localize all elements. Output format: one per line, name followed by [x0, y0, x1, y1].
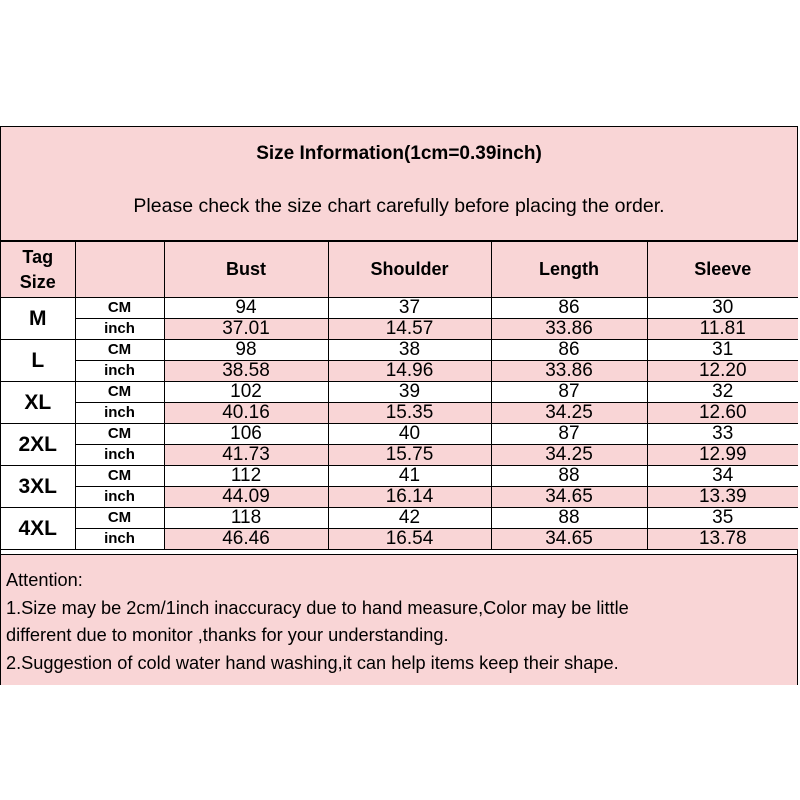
size-label: Size — [19, 271, 56, 292]
column-header-length: Length — [491, 242, 647, 298]
shoulder-cm-value: 39 — [328, 382, 491, 403]
unit-cm-cell: CM — [75, 466, 164, 487]
shoulder-inch-value: 16.14 — [328, 487, 491, 508]
page-subtitle: Please check the size chart carefully before placing the order. — [133, 195, 665, 217]
bust-cm-value: 98 — [164, 340, 328, 361]
sleeve-cm-value: 35 — [647, 508, 798, 529]
size-chart-header — [1, 127, 797, 241]
sleeve-inch-value: 12.60 — [647, 403, 798, 424]
bust-inch-value: 38.58 — [164, 361, 328, 382]
length-cm-value: 88 — [491, 466, 647, 487]
bust-inch-value: 44.09 — [164, 487, 328, 508]
attention-notes — [1, 554, 797, 685]
bust-cm-value: 94 — [164, 298, 328, 319]
table-row — [1, 424, 798, 445]
unit-header — [75, 242, 164, 298]
unit-cm-cell: CM — [75, 508, 164, 529]
table-row — [1, 403, 798, 424]
size-label-cell: 2XL — [1, 424, 75, 466]
table-row — [1, 466, 798, 487]
shoulder-cm-value: 42 — [328, 508, 491, 529]
size-table — [1, 241, 798, 550]
table-row — [1, 445, 798, 466]
bust-cm-value: 106 — [164, 424, 328, 445]
unit-inch-cell: inch — [75, 361, 164, 382]
table-row — [1, 361, 798, 382]
length-inch-value: 33.86 — [491, 361, 647, 382]
length-cm-value: 87 — [491, 382, 647, 403]
shoulder-cm-value: 37 — [328, 298, 491, 319]
shoulder-inch-value: 15.35 — [328, 403, 491, 424]
sleeve-cm-value: 31 — [647, 340, 798, 361]
notes-line-1: 1.Size may be 2cm/1inch inaccuracy due to hand measure,Color may be little — [6, 598, 629, 618]
unit-inch-cell: inch — [75, 319, 164, 340]
unit-inch-cell: inch — [75, 487, 164, 508]
size-label-cell: L — [1, 340, 75, 382]
sleeve-inch-value: 12.99 — [647, 445, 798, 466]
size-label-cell: XL — [1, 382, 75, 424]
length-inch-value: 33.86 — [491, 319, 647, 340]
length-inch-value: 34.65 — [491, 529, 647, 550]
shoulder-cm-value: 38 — [328, 340, 491, 361]
bust-cm-value: 118 — [164, 508, 328, 529]
shoulder-inch-value: 14.57 — [328, 319, 491, 340]
page-title: Size Information(1cm=0.39inch) — [256, 143, 542, 164]
table-row — [1, 508, 798, 529]
length-inch-value: 34.25 — [491, 445, 647, 466]
unit-cm-cell: CM — [75, 382, 164, 403]
length-cm-value: 86 — [491, 340, 647, 361]
bust-inch-value: 46.46 — [164, 529, 328, 550]
shoulder-cm-value: 41 — [328, 466, 491, 487]
unit-inch-cell: inch — [75, 403, 164, 424]
sleeve-inch-value: 11.81 — [647, 319, 798, 340]
sleeve-inch-value: 13.39 — [647, 487, 798, 508]
bust-inch-value: 41.73 — [164, 445, 328, 466]
table-row — [1, 319, 798, 340]
shoulder-inch-value: 14.96 — [328, 361, 491, 382]
table-row — [1, 529, 798, 550]
length-inch-value: 34.25 — [491, 403, 647, 424]
unit-cm-cell: CM — [75, 424, 164, 445]
shoulder-inch-value: 16.54 — [328, 529, 491, 550]
table-row — [1, 382, 798, 403]
tag-size-header — [1, 242, 75, 298]
notes-line-3: 2.Suggestion of cold water hand washing,it can help items keep their shape. — [6, 653, 619, 673]
unit-inch-cell: inch — [75, 445, 164, 466]
table-row — [1, 487, 798, 508]
column-header-sleeve: Sleeve — [647, 242, 798, 298]
bust-inch-value: 37.01 — [164, 319, 328, 340]
sleeve-inch-value: 13.78 — [647, 529, 798, 550]
length-inch-value: 34.65 — [491, 487, 647, 508]
length-cm-value: 87 — [491, 424, 647, 445]
table-row — [1, 298, 798, 319]
sleeve-inch-value: 12.20 — [647, 361, 798, 382]
shoulder-inch-value: 15.75 — [328, 445, 491, 466]
sleeve-cm-value: 34 — [647, 466, 798, 487]
bust-inch-value: 40.16 — [164, 403, 328, 424]
length-cm-value: 86 — [491, 298, 647, 319]
unit-cm-cell: CM — [75, 340, 164, 361]
tag-label: Tag — [22, 246, 54, 267]
shoulder-cm-value: 40 — [328, 424, 491, 445]
unit-inch-cell: inch — [75, 529, 164, 550]
column-header-bust: Bust — [164, 242, 328, 298]
unit-cm-cell: CM — [75, 298, 164, 319]
length-cm-value: 88 — [491, 508, 647, 529]
size-label-cell: M — [1, 298, 75, 340]
size-label-cell: 3XL — [1, 466, 75, 508]
bust-cm-value: 102 — [164, 382, 328, 403]
sleeve-cm-value: 30 — [647, 298, 798, 319]
table-row — [1, 340, 798, 361]
notes-heading: Attention: — [6, 570, 83, 590]
bust-cm-value: 112 — [164, 466, 328, 487]
size-label-cell: 4XL — [1, 508, 75, 550]
notes-line-2: different due to monitor ,thanks for your understanding. — [6, 625, 449, 645]
sleeve-cm-value: 32 — [647, 382, 798, 403]
sleeve-cm-value: 33 — [647, 424, 798, 445]
column-header-shoulder: Shoulder — [328, 242, 491, 298]
size-chart — [0, 126, 798, 685]
table-header-row — [1, 242, 798, 298]
